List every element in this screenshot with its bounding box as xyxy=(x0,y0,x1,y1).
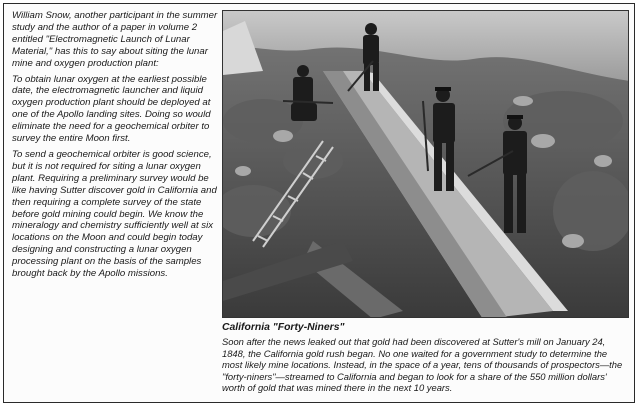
intro-paragraph: William Snow, another participant in the summer study and the author of a paper in volume 2 entitled "Electromagnetic Launch of Lunar Material," has this to say about siting the lunar mine and oxygen production plant: xyxy=(12,10,218,69)
caption-title: California "Forty-Niners" xyxy=(222,322,345,333)
left-text-column xyxy=(12,10,218,284)
quote-paragraph-1: To obtain lunar oxygen at the earliest possible date, the electromagnetic launcher and liquid oxygen production plant should be deployed at one of the Apollo landing sites. Doing so would eliminate the need for a geochemical orbiter to survey the entire Moon first. xyxy=(12,73,211,145)
quote-paragraph-2: To send a geochemical orbiter is good science, but it is not required for siting a lunar oxygen plant. Requiring a preliminary survey would be like having Sutter discover gold in California and then requiring a complete survey of the state before gold mining could begin. We know the mineralogy and chemistry sufficiently well at six locations on the Moon and could begin today designing and constructing a lunar oxygen processing plant on the basis of the samples brought back by the Apollo missions. xyxy=(12,148,217,280)
caption-body: Soon after the news leaked out that gold had been discovered at Sutter's mill on January 24, 1848, the California gold rush began. No one waited for a government study to determine the most likely mine locations. Instead, in the space of a year, tens of thousands of prospectors—the "forty-niners"—streamed to California and began to look for a share of the 550 million dollars' worth of gold that was mined there in the next 10 years. xyxy=(222,336,623,394)
gold-rush-photograph xyxy=(222,10,629,318)
